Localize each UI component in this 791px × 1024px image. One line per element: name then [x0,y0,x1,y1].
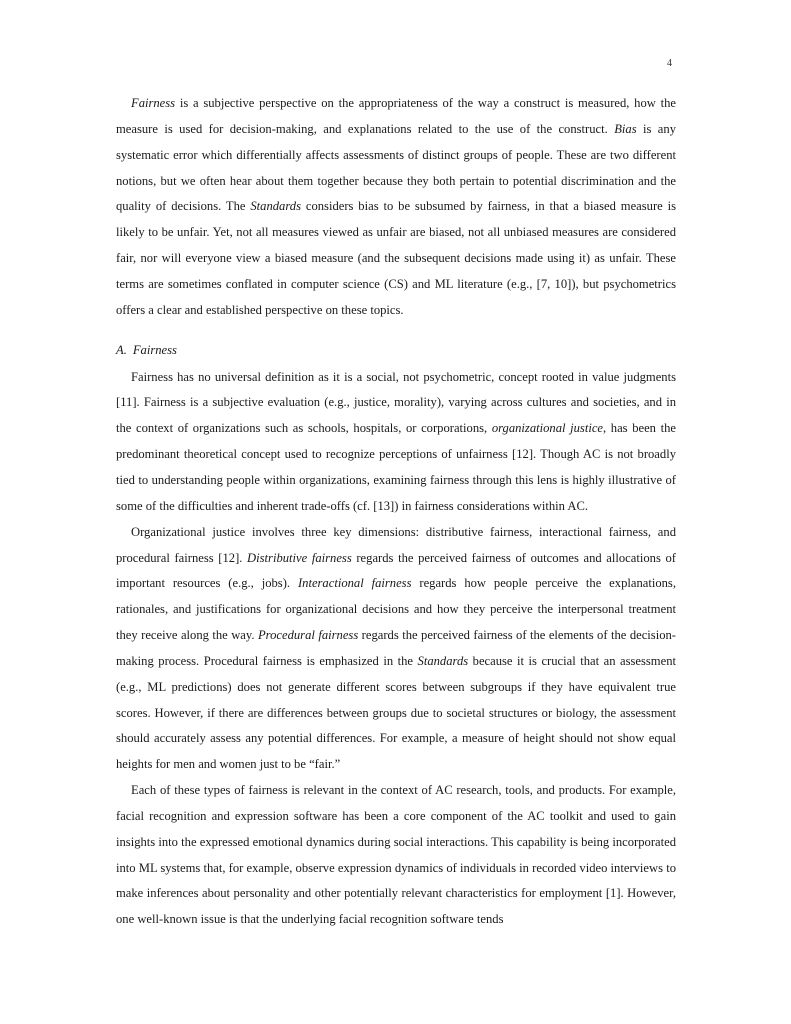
page-number: 4 [667,58,672,69]
italic-term: Interactional fairness [297,576,412,591]
text-run: Organizational justice involves three key dimensions: distributive fairness, interactional fairness, and procedural fairness [12]. [116,524,676,565]
italic-term: Standards [417,653,469,668]
text-run: Fairness has no universal definition as it is a social, not psychometric, concept rooted in value judgments [11]. Fairness is a subjective evaluation (e.g., justice, morality), varying across cultures and societies, and in the context of organizations such as schools, hospitals, or corporations, [116,369,676,436]
italic-term: Distributive fairness [247,550,352,565]
intro-paragraph [116,91,676,324]
body-paragraph-2 [116,520,676,778]
text-run: is a subjective perspective on the appropriateness of the way a construct is measured, how the measure is used for decision-making, and explanations related to the use of the construct. [116,96,676,136]
text-run: considers bias to be subsumed by fairness, in that a biased measure is likely to be unfair. Yet, not all measures viewed as unfair are biased, not all unbiased measures are considered fair, nor will everyone view a biased measure (and the subsequent decisions made using it) as unfair. These terms are sometimes conflated in computer science (CS) and ML literature (e.g., [7, 10]), but psychometrics offers a clear and established perspective on these topics. [116,199,677,317]
italic-term: organizational justice [491,421,604,436]
text-run: regards how people perceive the explanations, rationales, and justifications for organizational decisions and how they perceive the interpersonal treatment they receive along the way. [116,576,676,643]
body-paragraph-1 [116,365,676,520]
main-content [116,91,676,933]
italic-term: Standards [250,199,301,214]
text-run: Each of these types of fairness is relevant in the context of AC research, tools, and products. For example, facial recognition and expression software has been a core component of the AC toolkit and used to gain insights into the expressed emotional dynamics during social interactions. This capability is being incorporated into ML systems that, for example, observe expression dynamics of individuals in recorded video interviews to make inferences about personality and other potentially relevant characteristics for employment [1]. However, one well-known issue is that the underlying facial recognition software tends [116,783,676,927]
text-run: is any systematic error which differentially affects assessments of distinct groups of people. These are two different notions, but we often hear about them together because they both pertain to potential discrimination and the quality of decisions. The [116,121,676,214]
text-run: , has been the predominant theoretical concept used to recognize perceptions of unfairness [12]. Though AC is not broadly tied to understanding people within organizations, examining fairness through this lens is highly illustrative of some of the difficulties and inherent trade-offs (cf. [13]) in fairness considerations within AC. [116,421,676,513]
italic-term: Bias [614,121,637,136]
text-run: because it is crucial that an assessment (e.g., ML predictions) does not generate different scores between subgroups if they have equivalent true scores. However, if there are differences between groups due to societal structures or biology, the assessment should accurately assess any potential differences. For example, a measure of height should not show equal heights for men and women just to be “fair.” [116,653,676,772]
section-number: A. [116,342,127,357]
italic-term: Fairness [131,96,176,110]
body-paragraph-3 [116,778,676,933]
italic-term: Procedural fairness [257,628,359,643]
section-title: Fairness [132,342,177,357]
section-heading [116,338,676,363]
text-run: regards the perceived fairness of outcomes and allocations of important resources (e.g., jobs). [116,550,676,591]
text-run: regards the perceived fairness of the elements of the decision-making process. Procedural fairness is emphasized in the [116,628,676,668]
